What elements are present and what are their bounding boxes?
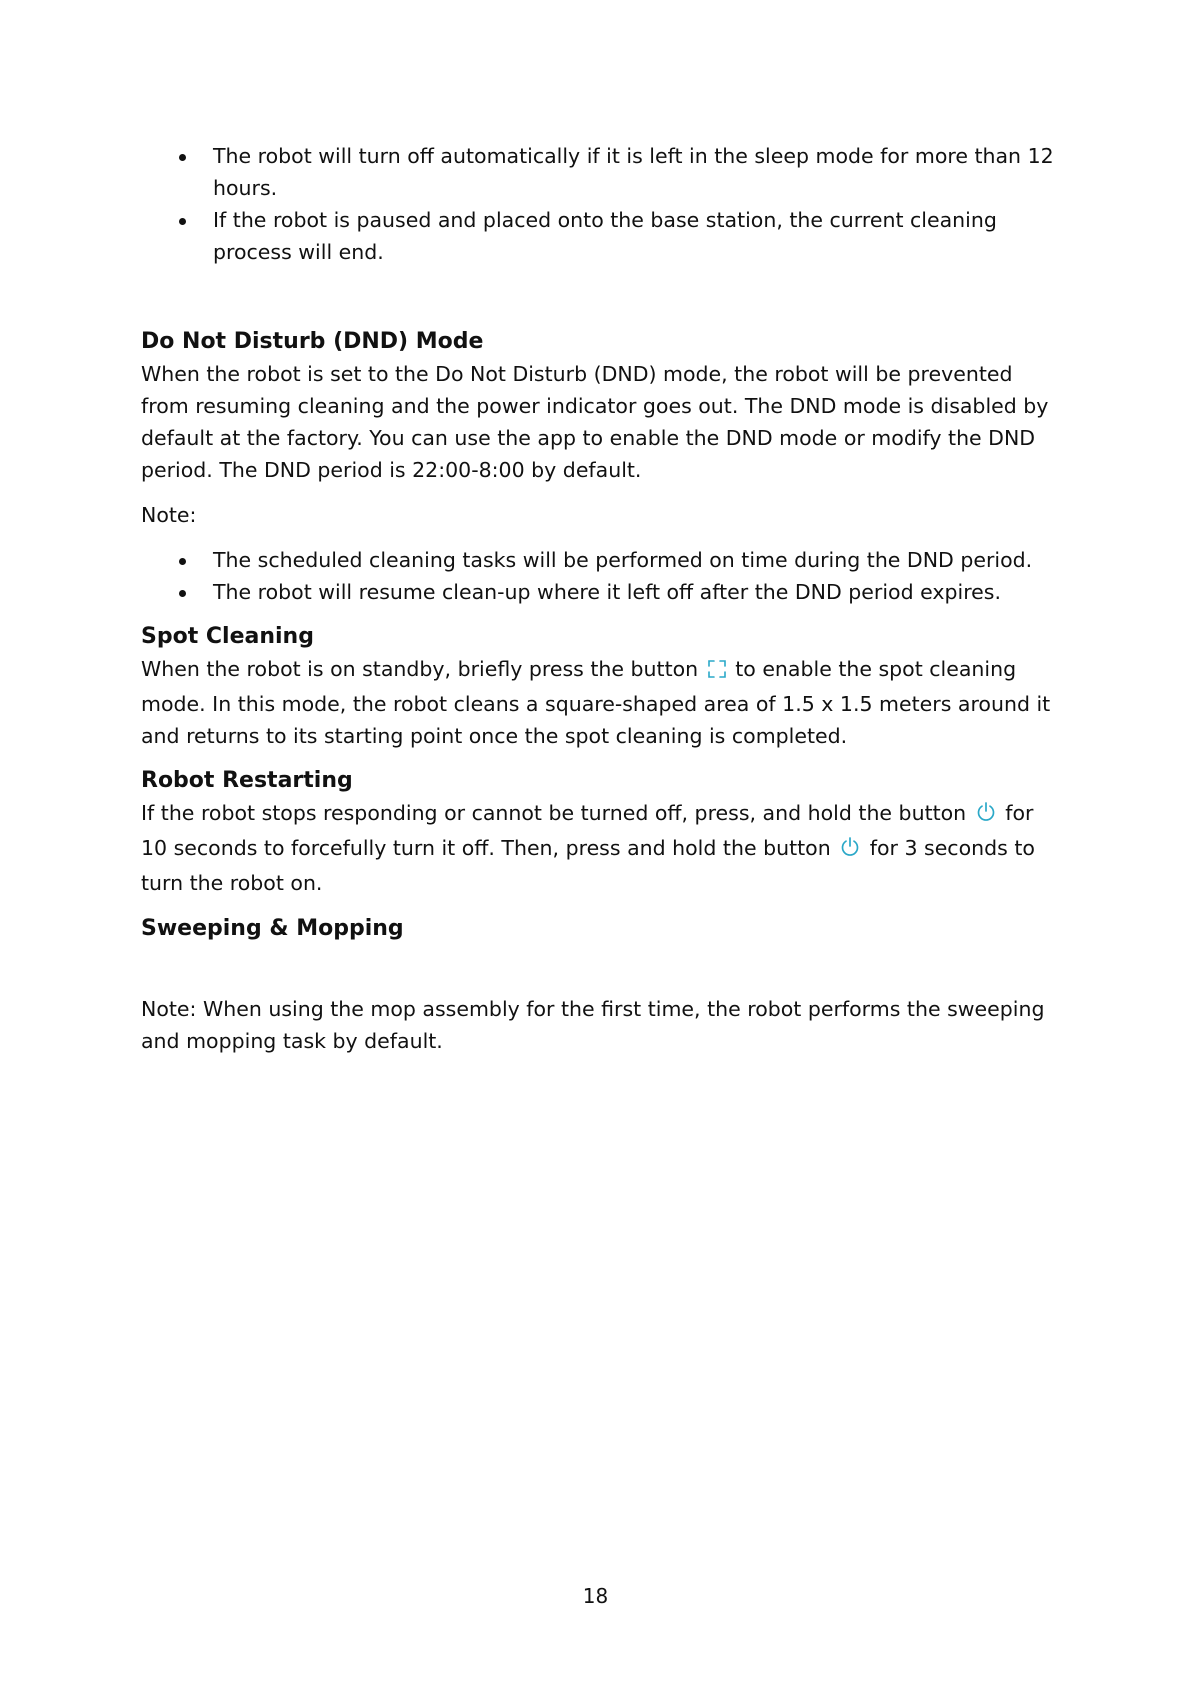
bullet-icon [179,218,186,225]
spot-cleaning-body: When the robot is on standby, briefly press the button to enable the spot cleaning mode. In this mode, the robot cleans a square-shaped area of 1.5 x 1.5 meters around it and returns to its starting point once the spot cleaning is completed. [141,657,1051,748]
dnd-note-label: Note: [141,503,197,527]
list-item: The scheduled cleaning tasks will be performed on time during the DND period. [141,544,1061,576]
robot-restarting-body: If the robot stops responding or cannot be turned off, press, and hold the button for 10 seconds to forcefully turn it off. Then, press and hold the button for 3 seconds to turn the robot on. [141,801,1035,895]
sweeping-mopping-heading: Sweeping & Mopping [141,916,404,941]
spot-cleaning-heading: Spot Cleaning [141,624,314,649]
page-content [141,140,1061,1057]
power-icon [839,835,861,867]
list-item: If the robot is paused and placed onto the base station, the current cleaning process will end. [141,204,1061,268]
sleep-notes-list [141,140,1061,268]
dnd-notes-list [141,544,1061,608]
page-number: 18 [582,1584,609,1608]
sweeping-mopping-note: Note: When using the mop assembly for the first time, the robot performs the sweeping and mopping task by default. [141,997,1045,1053]
bullet-icon [179,590,186,597]
spot-cleaning-icon [707,656,727,688]
robot-restarting-heading: Robot Restarting [141,768,353,793]
bullet-icon [179,558,186,565]
power-icon [975,800,997,832]
list-item: The robot will turn off automatically if it is left in the sleep mode for more than 12 hours. [141,140,1061,204]
bullet-icon [179,154,186,161]
list-item: The robot will resume clean-up where it left off after the DND period expires. [141,576,1061,608]
dnd-heading: Do Not Disturb (DND) Mode [141,329,484,354]
dnd-body: When the robot is set to the Do Not Disturb (DND) mode, the robot will be prevented from resuming cleaning and the power indicator goes out. The DND mode is disabled by default at the factory. You can use the app to enable the DND mode or modify the DND period. The DND period is 22:00-8:00 by default. [141,362,1049,482]
